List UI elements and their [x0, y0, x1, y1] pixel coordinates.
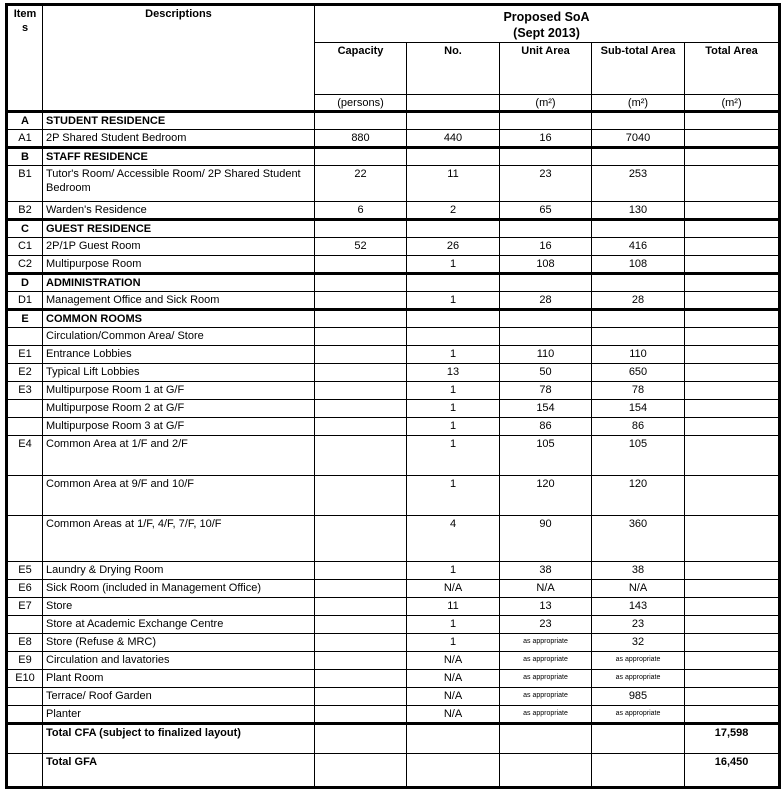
cell-unit-area: [500, 753, 592, 787]
cell-no: 11: [407, 165, 500, 201]
cell-subtotal-area: as appropriate: [592, 651, 685, 669]
cell-description: STAFF RESIDENCE: [43, 147, 315, 165]
cell-item: C2: [7, 255, 43, 273]
cell-subtotal-area: 28: [592, 291, 685, 309]
cell-capacity: [315, 345, 407, 363]
cell-subtotal-area: 86: [592, 417, 685, 435]
cell-unit-area: as appropriate: [500, 705, 592, 723]
cell-capacity: [315, 687, 407, 705]
cell-total-area: [685, 381, 780, 399]
cell-item: E6: [7, 579, 43, 597]
cell-unit-area: [500, 723, 592, 753]
total-row: [7, 753, 780, 787]
cell-unit-area: 50: [500, 363, 592, 381]
cell-total-area: [685, 615, 780, 633]
table-row: [7, 201, 780, 219]
cell-unit-area: as appropriate: [500, 687, 592, 705]
cell-subtotal-area: 650: [592, 363, 685, 381]
cell-description: Sick Room (included in Management Office): [43, 579, 315, 597]
cell-capacity: [315, 597, 407, 615]
cell-subtotal-area: 38: [592, 561, 685, 579]
table-row: [7, 515, 780, 561]
cell-total-area: [685, 561, 780, 579]
cell-item: B: [7, 147, 43, 165]
cell-subtotal-area: 110: [592, 345, 685, 363]
cell-unit-area: [500, 327, 592, 345]
cell-unit-area: 13: [500, 597, 592, 615]
cell-description: Tutor's Room/ Accessible Room/ 2P Shared Student Bedroom: [43, 165, 315, 201]
cell-description: Store (Refuse & MRC): [43, 633, 315, 651]
cell-capacity: [315, 633, 407, 651]
cell-no: [407, 111, 500, 129]
cell-unit-area: [500, 111, 592, 129]
capacity-unit-label: (persons): [315, 94, 407, 111]
cell-unit-area: 86: [500, 417, 592, 435]
no-unit-label: [407, 94, 500, 111]
table-row: [7, 633, 780, 651]
cell-no: N/A: [407, 705, 500, 723]
cell-total-area: [685, 435, 780, 475]
cell-capacity: [315, 475, 407, 515]
cell-capacity: [315, 705, 407, 723]
unit-area-column-header: Unit Area: [500, 42, 592, 94]
cell-unit-area: [500, 147, 592, 165]
table-header: [7, 5, 780, 112]
cell-capacity: [315, 327, 407, 345]
cell-description: Typical Lift Lobbies: [43, 363, 315, 381]
cell-capacity: [315, 417, 407, 435]
cell-no: 1: [407, 399, 500, 417]
cell-description: Planter: [43, 705, 315, 723]
cell-subtotal-area: [592, 219, 685, 237]
cell-description: Common Areas at 1/F, 4/F, 7/F, 10/F: [43, 515, 315, 561]
section-row: [7, 111, 780, 129]
cell-no: [407, 273, 500, 291]
cell-unit-area: 23: [500, 165, 592, 201]
cell-subtotal-area: 7040: [592, 129, 685, 147]
cell-description: Multipurpose Room 2 at G/F: [43, 399, 315, 417]
cell-capacity: [315, 561, 407, 579]
cell-capacity: [315, 753, 407, 787]
cell-description: Total GFA: [43, 753, 315, 787]
section-row: [7, 147, 780, 165]
cell-subtotal-area: 23: [592, 615, 685, 633]
cell-item: A: [7, 111, 43, 129]
cell-description: Management Office and Sick Room: [43, 291, 315, 309]
cell-unit-area: 78: [500, 381, 592, 399]
cell-capacity: [315, 399, 407, 417]
cell-description: GUEST RESIDENCE: [43, 219, 315, 237]
table-row: [7, 129, 780, 147]
cell-no: [407, 327, 500, 345]
cell-capacity: [315, 291, 407, 309]
cell-capacity: [315, 381, 407, 399]
cell-no: 1: [407, 633, 500, 651]
cell-description: COMMON ROOMS: [43, 309, 315, 327]
cell-item: E: [7, 309, 43, 327]
cell-total-area: 17,598: [685, 723, 780, 753]
cell-total-area: [685, 651, 780, 669]
proposed-soa-group-header: [315, 5, 780, 43]
cell-description: Store: [43, 597, 315, 615]
cell-capacity: [315, 669, 407, 687]
cell-subtotal-area: 360: [592, 515, 685, 561]
cell-unit-area: as appropriate: [500, 669, 592, 687]
cell-description: Total CFA (subject to finalized layout): [43, 723, 315, 753]
cell-total-area: [685, 669, 780, 687]
cell-subtotal-area: [592, 327, 685, 345]
cell-subtotal-area: as appropriate: [592, 669, 685, 687]
cell-capacity: [315, 219, 407, 237]
cell-subtotal-area: as appropriate: [592, 705, 685, 723]
cell-no: 1: [407, 345, 500, 363]
cell-unit-area: [500, 309, 592, 327]
cell-subtotal-area: 78: [592, 381, 685, 399]
cell-description: STUDENT RESIDENCE: [43, 111, 315, 129]
cell-description: 2P/1P Guest Room: [43, 237, 315, 255]
cell-item: [7, 327, 43, 345]
cell-total-area: [685, 515, 780, 561]
cell-subtotal-area: [592, 111, 685, 129]
cell-total-area: [685, 633, 780, 651]
cell-capacity: [315, 255, 407, 273]
cell-no: 1: [407, 381, 500, 399]
table-row: [7, 435, 780, 475]
cell-description: Store at Academic Exchange Centre: [43, 615, 315, 633]
cell-item: E3: [7, 381, 43, 399]
cell-no: [407, 309, 500, 327]
cell-item: E7: [7, 597, 43, 615]
cell-capacity: [315, 111, 407, 129]
cell-capacity: [315, 615, 407, 633]
cell-unit-area: 110: [500, 345, 592, 363]
cell-unit-area: 90: [500, 515, 592, 561]
cell-description: Entrance Lobbies: [43, 345, 315, 363]
cell-unit-area: as appropriate: [500, 651, 592, 669]
cell-capacity: 22: [315, 165, 407, 201]
section-row: [7, 219, 780, 237]
cell-description: Common Area at 9/F and 10/F: [43, 475, 315, 515]
cell-no: 13: [407, 363, 500, 381]
table-row: [7, 327, 780, 345]
cell-item: [7, 399, 43, 417]
table-row: [7, 687, 780, 705]
cell-subtotal-area: 105: [592, 435, 685, 475]
cell-total-area: [685, 345, 780, 363]
table-row: [7, 597, 780, 615]
table-row: [7, 399, 780, 417]
total-area-unit-label: (m²): [685, 94, 780, 111]
cell-total-area: [685, 475, 780, 515]
cell-no: [407, 753, 500, 787]
cell-item: E1: [7, 345, 43, 363]
cell-subtotal-area: 108: [592, 255, 685, 273]
cell-capacity: [315, 723, 407, 753]
cell-subtotal-area: [592, 309, 685, 327]
cell-capacity: 52: [315, 237, 407, 255]
unit-area-unit-label: (m²): [500, 94, 592, 111]
cell-description: Circulation and lavatories: [43, 651, 315, 669]
cell-no: [407, 723, 500, 753]
cell-item: E10: [7, 669, 43, 687]
cell-total-area: [685, 579, 780, 597]
cell-description: 2P Shared Student Bedroom: [43, 129, 315, 147]
cell-unit-area: 16: [500, 237, 592, 255]
table-row: [7, 579, 780, 597]
cell-item: D: [7, 273, 43, 291]
cell-unit-area: 108: [500, 255, 592, 273]
cell-item: [7, 615, 43, 633]
cell-description: ADMINISTRATION: [43, 273, 315, 291]
header-row-group: [7, 5, 780, 43]
cell-capacity: [315, 579, 407, 597]
cell-description: Multipurpose Room 3 at G/F: [43, 417, 315, 435]
cell-description: Terrace/ Roof Garden: [43, 687, 315, 705]
cell-subtotal-area: [592, 753, 685, 787]
cell-item: C: [7, 219, 43, 237]
cell-total-area: [685, 291, 780, 309]
cell-no: 1: [407, 291, 500, 309]
cell-total-area: [685, 255, 780, 273]
cell-subtotal-area: 143: [592, 597, 685, 615]
cell-item: E9: [7, 651, 43, 669]
cell-no: N/A: [407, 579, 500, 597]
cell-capacity: [315, 309, 407, 327]
cell-description: Common Area at 1/F and 2/F: [43, 435, 315, 475]
cell-unit-area: [500, 219, 592, 237]
cell-unit-area: 38: [500, 561, 592, 579]
cell-total-area: [685, 705, 780, 723]
cell-capacity: [315, 147, 407, 165]
proposed-soa-subtitle: (Sept 2013): [513, 26, 580, 41]
cell-total-area: [685, 273, 780, 291]
cell-capacity: 880: [315, 129, 407, 147]
cell-no: 26: [407, 237, 500, 255]
cell-subtotal-area: N/A: [592, 579, 685, 597]
cell-subtotal-area: [592, 723, 685, 753]
cell-total-area: [685, 219, 780, 237]
cell-total-area: [685, 417, 780, 435]
cell-capacity: [315, 435, 407, 475]
table-row: [7, 561, 780, 579]
cell-total-area: [685, 201, 780, 219]
capacity-column-header: Capacity: [315, 42, 407, 94]
table-row: [7, 255, 780, 273]
cell-total-area: [685, 129, 780, 147]
table-row: [7, 165, 780, 201]
table-row: [7, 475, 780, 515]
cell-no: 1: [407, 615, 500, 633]
proposed-soa-table: [5, 3, 781, 789]
cell-no: 2: [407, 201, 500, 219]
cell-total-area: [685, 327, 780, 345]
cell-unit-area: 16: [500, 129, 592, 147]
cell-total-area: [685, 111, 780, 129]
section-row: [7, 309, 780, 327]
cell-item: E2: [7, 363, 43, 381]
cell-no: [407, 147, 500, 165]
cell-no: N/A: [407, 669, 500, 687]
cell-description: Warden's Residence: [43, 201, 315, 219]
cell-no: 1: [407, 255, 500, 273]
cell-subtotal-area: 130: [592, 201, 685, 219]
table-row: [7, 669, 780, 687]
cell-item: A1: [7, 129, 43, 147]
cell-total-area: [685, 165, 780, 201]
cell-description: Plant Room: [43, 669, 315, 687]
table-row: [7, 363, 780, 381]
table-body: [7, 111, 780, 787]
total-area-column-header: Total Area: [685, 42, 780, 94]
cell-item: [7, 417, 43, 435]
cell-no: 1: [407, 475, 500, 515]
table-row: [7, 237, 780, 255]
cell-no: 1: [407, 561, 500, 579]
cell-item: [7, 705, 43, 723]
cell-subtotal-area: 416: [592, 237, 685, 255]
cell-total-area: [685, 363, 780, 381]
cell-description: Laundry & Drying Room: [43, 561, 315, 579]
table-row: [7, 291, 780, 309]
cell-no: N/A: [407, 651, 500, 669]
total-row: [7, 723, 780, 753]
cell-item: D1: [7, 291, 43, 309]
proposed-soa-title: Proposed SoA: [503, 10, 590, 24]
cell-total-area: 16,450: [685, 753, 780, 787]
cell-item: B2: [7, 201, 43, 219]
cell-total-area: [685, 687, 780, 705]
cell-capacity: [315, 363, 407, 381]
items-column-header: Items: [7, 5, 43, 112]
cell-item: E5: [7, 561, 43, 579]
cell-total-area: [685, 309, 780, 327]
cell-no: [407, 219, 500, 237]
cell-unit-area: as appropriate: [500, 633, 592, 651]
cell-unit-area: 120: [500, 475, 592, 515]
cell-item: [7, 515, 43, 561]
cell-no: 1: [407, 417, 500, 435]
cell-subtotal-area: [592, 147, 685, 165]
cell-capacity: [315, 273, 407, 291]
cell-item: [7, 753, 43, 787]
cell-unit-area: 105: [500, 435, 592, 475]
cell-no: 440: [407, 129, 500, 147]
subtotal-area-column-header: Sub-total Area: [592, 42, 685, 94]
cell-subtotal-area: 985: [592, 687, 685, 705]
cell-description: Multipurpose Room 1 at G/F: [43, 381, 315, 399]
cell-item: E4: [7, 435, 43, 475]
section-row: [7, 273, 780, 291]
cell-item: [7, 687, 43, 705]
cell-no: 11: [407, 597, 500, 615]
cell-total-area: [685, 147, 780, 165]
table-row: [7, 705, 780, 723]
cell-no: N/A: [407, 687, 500, 705]
cell-unit-area: [500, 273, 592, 291]
cell-subtotal-area: 32: [592, 633, 685, 651]
cell-subtotal-area: 253: [592, 165, 685, 201]
table-row: [7, 651, 780, 669]
cell-description: Circulation/Common Area/ Store: [43, 327, 315, 345]
cell-total-area: [685, 597, 780, 615]
subtotal-area-unit-label: (m²): [592, 94, 685, 111]
cell-unit-area: N/A: [500, 579, 592, 597]
table-row: [7, 417, 780, 435]
cell-item: B1: [7, 165, 43, 201]
descriptions-column-header: Descriptions: [43, 5, 315, 112]
cell-subtotal-area: 120: [592, 475, 685, 515]
table-row: [7, 381, 780, 399]
cell-item: [7, 723, 43, 753]
cell-unit-area: 28: [500, 291, 592, 309]
table-row: [7, 345, 780, 363]
cell-capacity: [315, 515, 407, 561]
cell-unit-area: 23: [500, 615, 592, 633]
cell-description: Multipurpose Room: [43, 255, 315, 273]
cell-unit-area: 154: [500, 399, 592, 417]
no-column-header: No.: [407, 42, 500, 94]
cell-total-area: [685, 237, 780, 255]
cell-item: E8: [7, 633, 43, 651]
cell-unit-area: 65: [500, 201, 592, 219]
cell-item: C1: [7, 237, 43, 255]
cell-total-area: [685, 399, 780, 417]
cell-no: 4: [407, 515, 500, 561]
cell-capacity: [315, 651, 407, 669]
cell-subtotal-area: [592, 273, 685, 291]
cell-capacity: 6: [315, 201, 407, 219]
cell-item: [7, 475, 43, 515]
cell-subtotal-area: 154: [592, 399, 685, 417]
table-row: [7, 615, 780, 633]
cell-no: 1: [407, 435, 500, 475]
